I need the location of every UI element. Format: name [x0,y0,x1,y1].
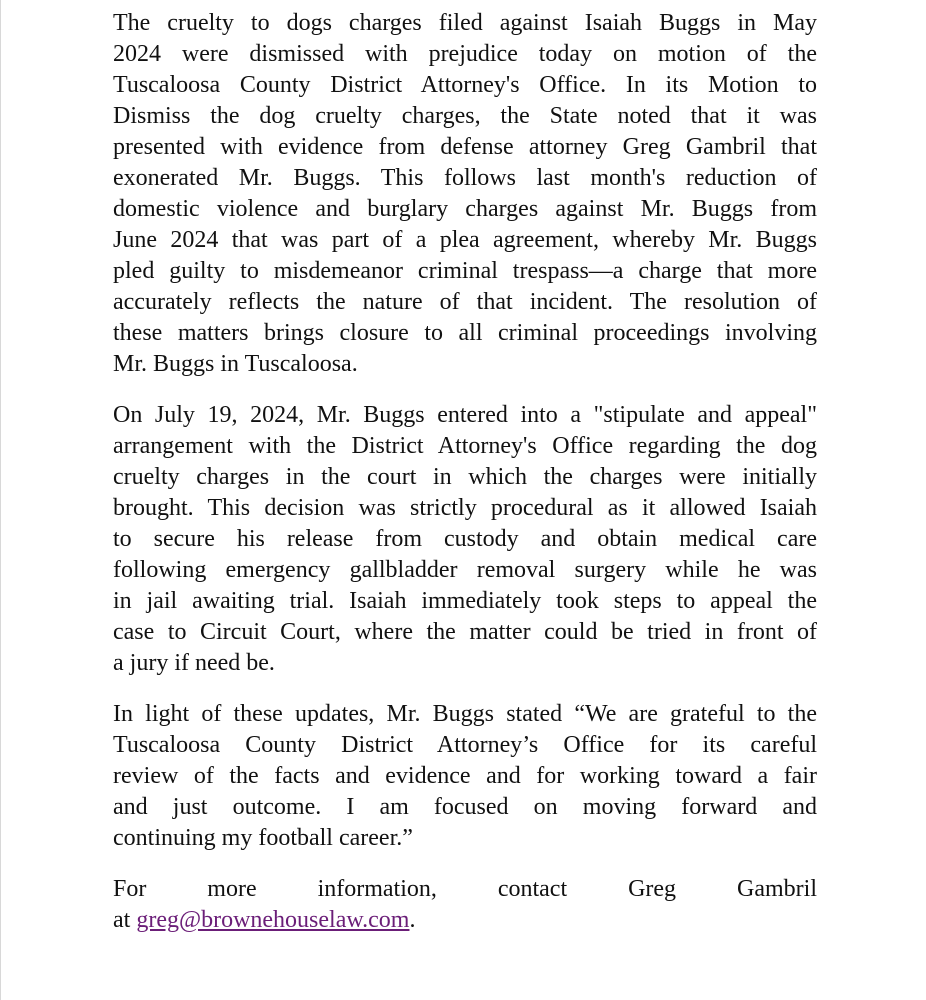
text-line: brought. This decision was strictly procedural as it allowed Isaiah [113,495,817,521]
text-line: following emergency gallbladder removal surgery while he was [113,557,817,583]
text-line: case to Circuit Court, where the matter could be tried in front of [113,619,817,645]
text-line: pled guilty to misdemeanor criminal trespass—a charge that more [113,258,817,284]
text-line: Tuscaloosa County District Attorney’s Office for its careful [113,732,817,758]
text-line: exonerated Mr. Buggs. This follows last month's reduction of [113,165,817,191]
text-line: these matters brings closure to all criminal proceedings involving [113,320,817,346]
paragraph-statement [113,699,817,854]
contact-suffix: . [409,907,416,933]
text-line: In light of these updates, Mr. Buggs stated “We are grateful to the [113,701,817,727]
text-line: a jury if need be. [113,650,275,676]
paragraph-dismissal [113,8,817,380]
paragraph-contact [113,874,817,936]
text-line: domestic violence and burglary charges against Mr. Buggs from [113,196,817,222]
text-line: The cruelty to dogs charges filed against Isaiah Buggs in May [113,10,817,36]
text-line: cruelty charges in the court in which the charges were initially [113,464,817,490]
text-line: Dismiss the dog cruelty charges, the State noted that it was [113,103,817,129]
document-body [113,8,817,936]
text-line: On July 19, 2024, Mr. Buggs entered into a "stipulate and appeal" [113,402,817,428]
text-line: presented with evidence from defense attorney Greg Gambril that [113,134,817,160]
paragraph-stipulate-appeal [113,400,817,679]
text-line: Mr. Buggs in Tuscaloosa. [113,351,358,377]
text-line: Tuscaloosa County District Attorney's Office. In its Motion to [113,72,817,98]
contact-line: For more information, contact Greg Gambril [113,876,817,902]
contact-email-line [113,905,817,936]
text-line: continuing my football career.” [113,825,413,851]
text-line: accurately reflects the nature of that incident. The resolution of [113,289,817,315]
text-line: arrangement with the District Attorney's Office regarding the dog [113,433,817,459]
contact-prefix: at [113,907,131,933]
email-link[interactable]: greg@brownehouselaw.com [136,907,410,933]
text-line: 2024 were dismissed with prejudice today on motion of the [113,41,817,67]
text-line: to secure his release from custody and obtain medical care [113,526,817,552]
text-line: June 2024 that was part of a plea agreement, whereby Mr. Buggs [113,227,817,253]
text-line: in jail awaiting trial. Isaiah immediately took steps to appeal the [113,588,817,614]
text-line: and just outcome. I am focused on moving forward and [113,794,817,820]
text-line: review of the facts and evidence and for working toward a fair [113,763,817,789]
